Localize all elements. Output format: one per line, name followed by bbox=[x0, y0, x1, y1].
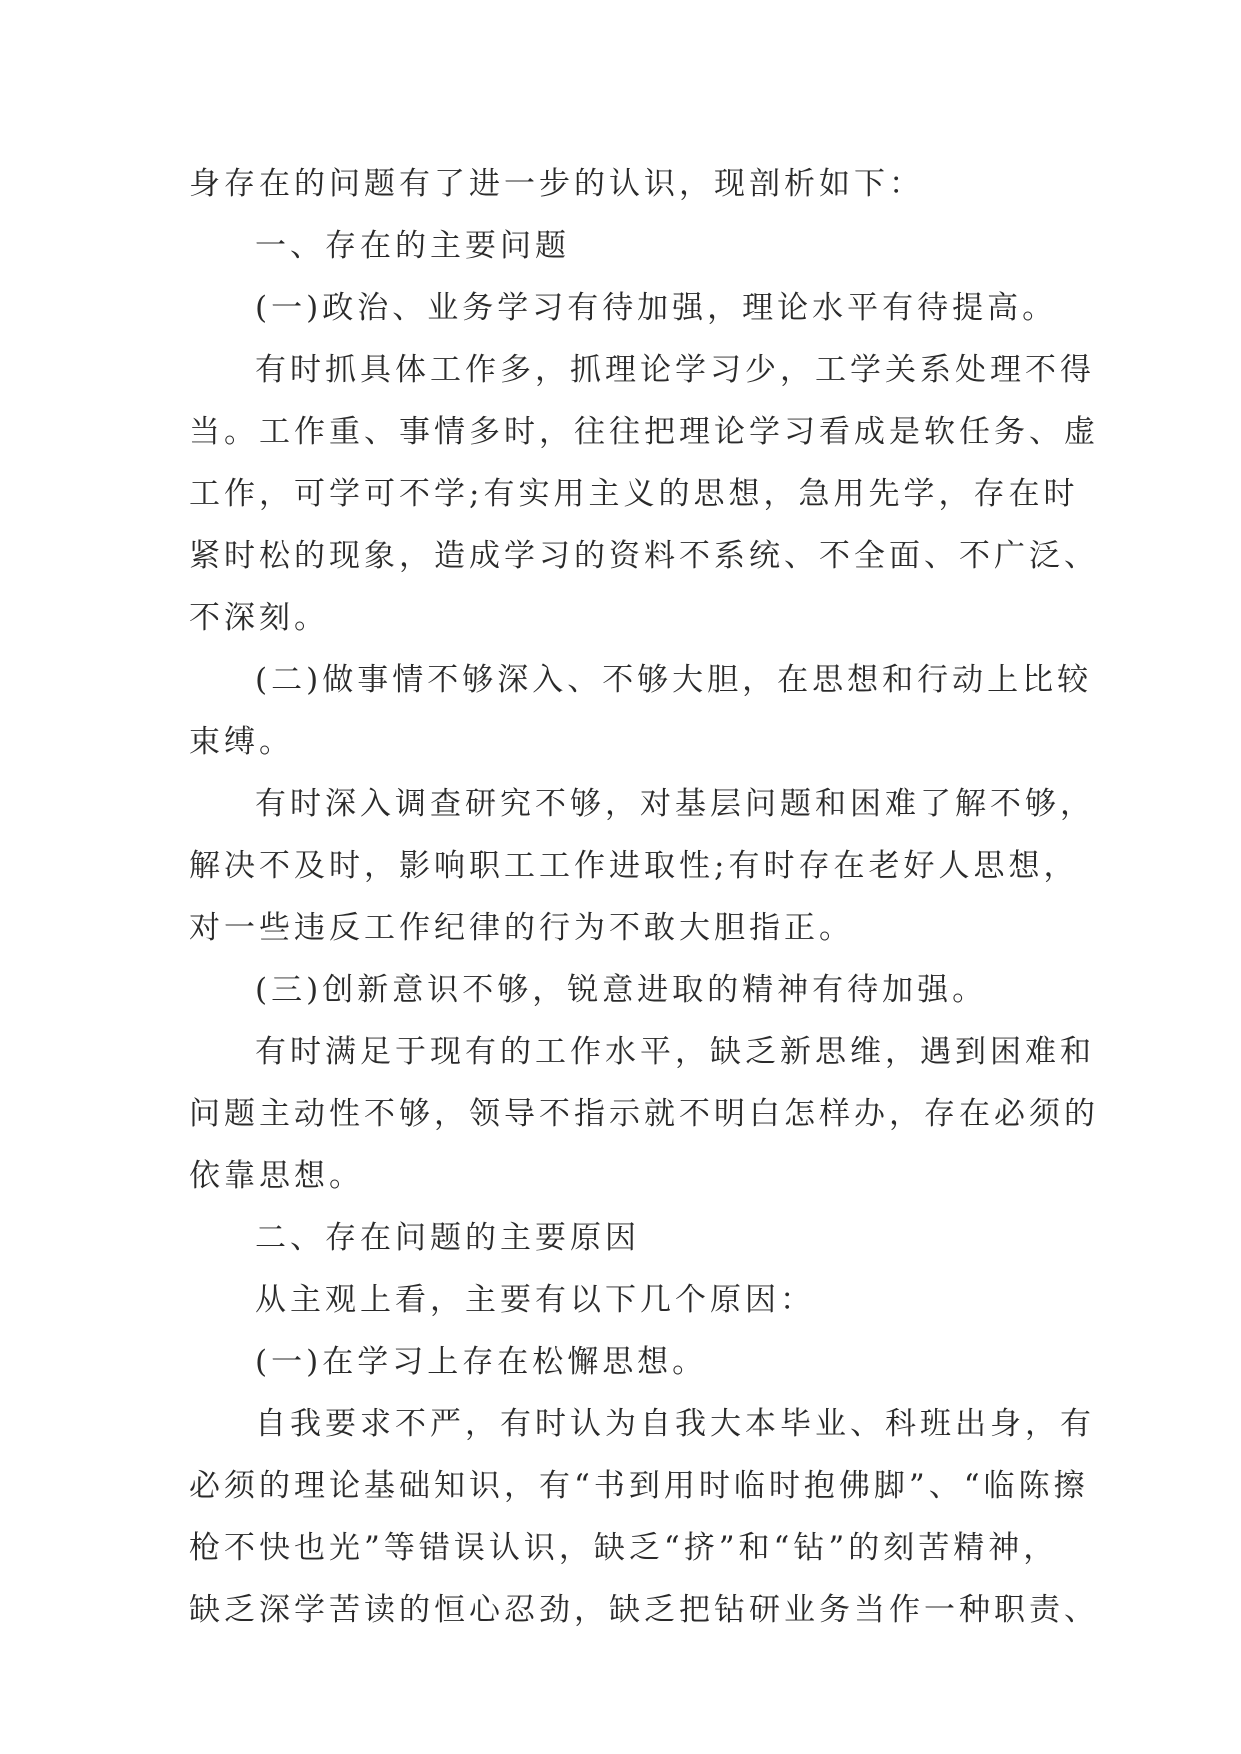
text-line: 不深刻。 bbox=[189, 600, 329, 636]
text-line: 解决不及时，影响职工工作进取性;有时存在老好人思想， bbox=[189, 848, 1079, 884]
text-line: 枪不快也光”等错误认识，缺乏“挤”和“钻”的刻苦精神， bbox=[189, 1530, 1059, 1566]
document-body bbox=[189, 153, 1099, 1641]
text-line: 自我要求不严，有时认为自我大本毕业、科班出身，有 bbox=[255, 1406, 1095, 1442]
text-line: 有时满足于现有的工作水平，缺乏新思维，遇到困难和 bbox=[255, 1034, 1095, 1070]
text-line: 有时深入调查研究不够，对基层问题和困难了解不够， bbox=[255, 786, 1095, 822]
text-line: 对一些违反工作纪律的行为不敢大胆指正。 bbox=[189, 910, 854, 946]
subsection-heading: (三)创新意识不够，锐意进取的精神有待加强。 bbox=[255, 972, 988, 1008]
section-heading: 一、存在的主要问题 bbox=[255, 228, 570, 264]
text-line: 工作，可学可不学;有实用主义的思想，急用先学，存在时 bbox=[189, 476, 1079, 512]
text-line: 问题主动性不够，领导不指示就不明白怎样办，存在必须的 bbox=[189, 1096, 1099, 1132]
text-line: 束缚。 bbox=[189, 724, 294, 760]
section-heading: 二、存在问题的主要原因 bbox=[255, 1220, 640, 1256]
text-line: 紧时松的现象，造成学习的资料不系统、不全面、不广泛、 bbox=[189, 538, 1099, 574]
subsection-heading: (一)政治、业务学习有待加强，理论水平有待提高。 bbox=[255, 290, 1058, 326]
text-line: 有时抓具体工作多，抓理论学习少，工学关系处理不得 bbox=[255, 352, 1095, 388]
text-line: 从主观上看，主要有以下几个原因： bbox=[255, 1282, 815, 1318]
subsection-heading: (二)做事情不够深入、不够大胆，在思想和行动上比较 bbox=[255, 662, 1093, 698]
text-line: 必须的理论基础知识，有“书到用时临时抱佛脚”、“临陈擦 bbox=[189, 1468, 1089, 1504]
text-line: 缺乏深学苦读的恒心忍劲，缺乏把钻研业务当作一种职责、 bbox=[189, 1592, 1099, 1628]
text-line: 依靠思想。 bbox=[189, 1158, 364, 1194]
text-line: 当。工作重、事情多时，往往把理论学习看成是软任务、虚 bbox=[189, 414, 1099, 450]
text-line: 身存在的问题有了进一步的认识，现剖析如下： bbox=[189, 166, 924, 202]
subsection-heading: (一)在学习上存在松懈思想。 bbox=[255, 1344, 708, 1380]
